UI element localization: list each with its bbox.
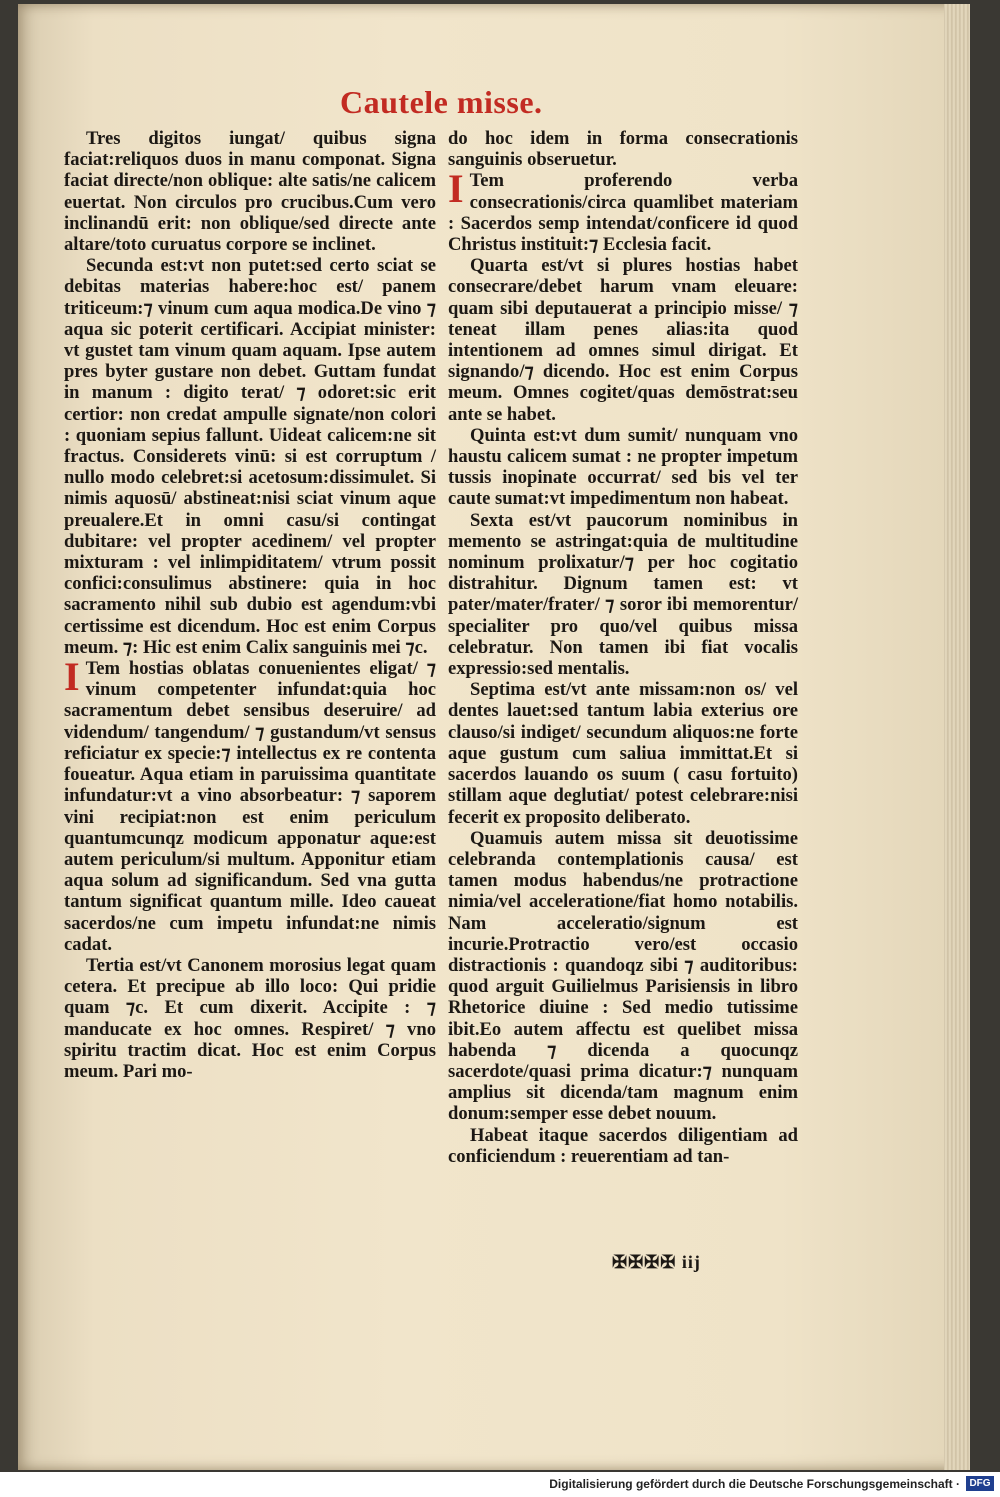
red-initial: I [64, 654, 80, 700]
paragraph: Habeat itaque sacerdos diligentiam ad conficiendum : reuerentiam ad tan- [448, 1124, 798, 1167]
paragraph: Quinta est:vt dum sumit/ nunquam vno haustu calicem sumat : ne propter impetum tussis inopinate occurrat/ sed bis vel ter caute sumat:vt impedimentum non habeat. [448, 424, 798, 510]
red-initial: I [448, 166, 464, 212]
paragraph: do hoc idem in forma consecrationis sanguinis obseruetur. [448, 128, 798, 171]
paragraph-text: Tem hostias oblatas conuenientes eligat/ ⁊ vinum competenter infundat:quia hoc sacramentum debet sensibus deseruire/ ad videndum/ tangendum/ ⁊ gustandum/vt sensus reficiatur ex specie:⁊ intellectus ex re contenta foueatur. Aqua etiam in paruissima quantitate infundatur:vt a vino absorbeatur: ⁊ saporem vini recipiat:non est enim periculum quantumcunqz modicum apponatur aque:est autem periculum/si multum. Apponitur etiam aqua solum ad significandum. Sed vna gutta tantum significat quantum mille. Ideo caueat sacerdos/ne cum impetu infundat:ne nimis cadat. [64, 658, 436, 955]
signature-mark: ✠✠✠✠ iij [612, 1252, 701, 1272]
paragraph: Quamuis autem missa sit deuotissime celebranda contemplationis causa/ est tamen modus habendus/ne protractione nimia/vel acceleratione/fiat homo notabilis. Nam acceleratio/signum est incurie.Protractio vero/est occasio distractionis : quandoqz sibi ⁊ auditoribus: quod arguit Guilielmus Parisiensis in libro Rhetorice diuine : Sed medio tutissime ibit.Eo autem affectu est quelibet missa habenda ⁊ dicenda a quocunqz sacerdote/quasi prima dicatur:⁊ nunquam amplius sit dicenda/tam magnum enim donum:semper esse debet nouum. [448, 827, 798, 1125]
paragraph-text: Tem proferendo verba consecrationis/circa quamlibet materiam : Sacerdos semp intendat/conficere id quod Christus instituit:⁊ Ecclesia facit. [448, 170, 798, 256]
dfg-logo[interactable]: DFG [966, 1476, 994, 1491]
footer-credit: Digitalisierung gefördert durch die Deutsche Forschungsgemeinschaft · [549, 1477, 960, 1491]
paragraph: Septima est/vt ante missam:non os/ vel dentes lauet:sed tantum labia exterius ore clauso/si indiget/ secundum aliquos:ne forte aque gustum cum saliua immittat.Et si sacerdos lauando os suum ( casu fortuito) stillam aque deglutiat/ potest celebrare:nisi fecerit ex proposito deliberato. [448, 679, 798, 828]
paragraph: Tres digitos iungat/ quibus signa faciat:reliquos duos in manu componat. Signa faciat directe/non oblique: alte satis/ne calicem euertat. Non circulos pro crucibus.Cum vero inclinandū erit: non oblique/sed directe ante altare/toto curuatus corpore se inclinet. [64, 128, 436, 256]
paragraph: Quarta est/vt si plures hostias habet consecrare/debet harum vnam eleuare: quam sibi deputauerat a principio misse/ ⁊ teneat illam penes alias:ita quod intentionem ad omnes simul dirigat. Et signando/⁊ dicendo. Hoc est enim Corpus meum. Omnes cogitet/quas demōstrat:seu ante se habet. [448, 255, 798, 425]
right-column [448, 128, 798, 1167]
running-head: Cautele misse. [340, 84, 543, 120]
paragraph-with-initial [64, 654, 436, 955]
left-column [64, 128, 436, 1082]
paragraph: Secunda est:vt non putet:sed certo sciat se debitas materias habere:hoc est/ panem triticeum:⁊ vinum cum aqua modica.De vino ⁊ aqua sic poterit certificari. Accipiat minister: vt gustet tam vinum quam aquam. Ipse autem pres byter gustare non debet. Guttam fundat in manum : digito terat/ ⁊ odoret:sic erit certior: non credat ampulle signate/non colori : quoniam sepius fallunt. Uideat calicem:ne sit fractus. Considerets vinū: si est corruptum / nullo modo celebret:si acetosum:dissimulet. Si nimis aquosū/ abstineat:nisi sciat vinum aque preualere.Et in omni casu/si contingat dubitare: vel propter acedinem/ vel propter mixturam : vel inlimpiditatem/ vtrum possit confici:consulimus abstinere: quia in hoc sacramento nihil sub dubio est agendum:vbi certissime est dicendum. Hoc est enim Corpus meum. ⁊: Hic est enim Calix sanguinis mei ⁊c. [64, 255, 436, 658]
paragraph: Tertia est/vt Canonem morosius legat quam cetera. Et precipue ab illo loco: Qui pridie quam ⁊c. Et cum dixerit. Accipite : ⁊ manducate ex hoc omnes. Respiret/ ⁊ vno spiritu tractim dicat. Hoc est enim Corpus meum. Pari mo- [64, 954, 436, 1082]
paragraph: Sexta est/vt paucorum nominibus in memento se astringat:quia de multitudine nominum prolixatur/⁊ per hoc cogitatio distrahitur. Dignum tamen est: vt pater/mater/frater/ ⁊ soror ibi memorentur/ specialiter pro quo/vel quibus missa celebratur. Non tamen ibi fiat vocalis expressio:sed mentalis. [448, 509, 798, 680]
page-edge [944, 4, 970, 1470]
paragraph-with-initial [448, 166, 798, 256]
